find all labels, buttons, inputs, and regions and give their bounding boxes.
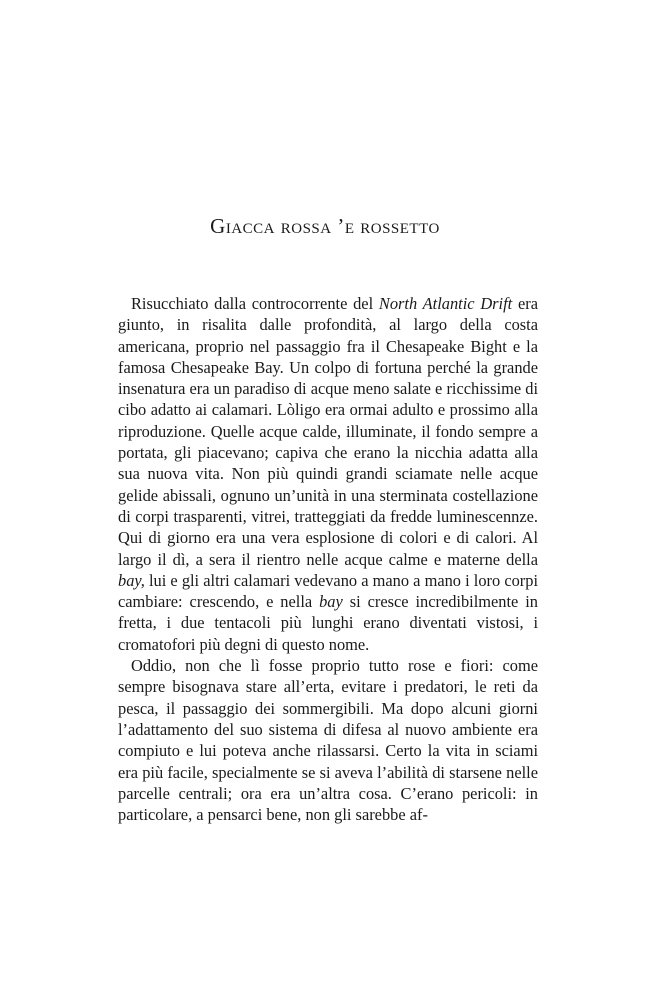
italic-span: bay, bbox=[118, 570, 145, 590]
italic-span: bay bbox=[319, 592, 343, 612]
text-span: era giunto, in risalita dalle profondità, al largo della costa americana, proprio nel passaggio fra il Chesapeake Bight e la famosa Chesapeake Bay. Un colpo di fortuna perché la grande insenatura era un paradiso di acque meno salate e ricchissime di cibo adatto ai calamari. Lòligo era ormai adulto e prossimo alla riproduzione. Quelle acque calde, illuminate, il fondo sempre a portata, gli piacevano; capiva che erano la nicchia adatta alla sua nuova vita. Non più quindi grandi sciamate nelle acque gelide abissali, ognuno un’unità in una sterminata costellazione di corpi trasparenti, vitrei, tratteggiati da fredde luminescennze. Qui di giorno era una vera esplosione di colori e di calori. Al largo il dì, a sera il rientro nelle acque calme e materne della bbox=[118, 294, 538, 569]
text-span: Oddio, non che lì fosse proprio tutto rose e fiori: come sempre bisognava stare all’erta, evitare i predatori, le reti da pesca, il passaggio dei sommergibili. Ma dopo alcuni giorni l’adattamento del suo sistema di difesa al nuovo ambiente era compiuto e lui poteva anche rilassarsi. Certo la vita in sciami era più facile, specialmente se si aveva l’abilità di starsene nelle parcelle centrali; ora era un’altra cosa. C’erano pericoli: in particolare, a pensarci bene, non gli sarebbe af- bbox=[118, 656, 538, 825]
paragraph-1 bbox=[118, 293, 538, 655]
chapter-title: Giacca rossa ’e rossetto bbox=[210, 214, 440, 238]
text-span: lui e gli altri calamari vedevano a mano a mano i loro corpi cambiare: crescendo, e nella bbox=[118, 570, 538, 612]
paragraph-2 bbox=[118, 655, 538, 825]
text-span: Risucchiato dalla controcorrente del bbox=[131, 294, 379, 313]
chapter-body bbox=[118, 293, 538, 825]
italic-span: North Atlantic Drift bbox=[378, 294, 513, 313]
text-span: si cresce incredibilmente in fretta, i due tentacoli più lunghi erano diventati vistosi, i cromatofori più degni di questo nome. bbox=[118, 592, 538, 654]
